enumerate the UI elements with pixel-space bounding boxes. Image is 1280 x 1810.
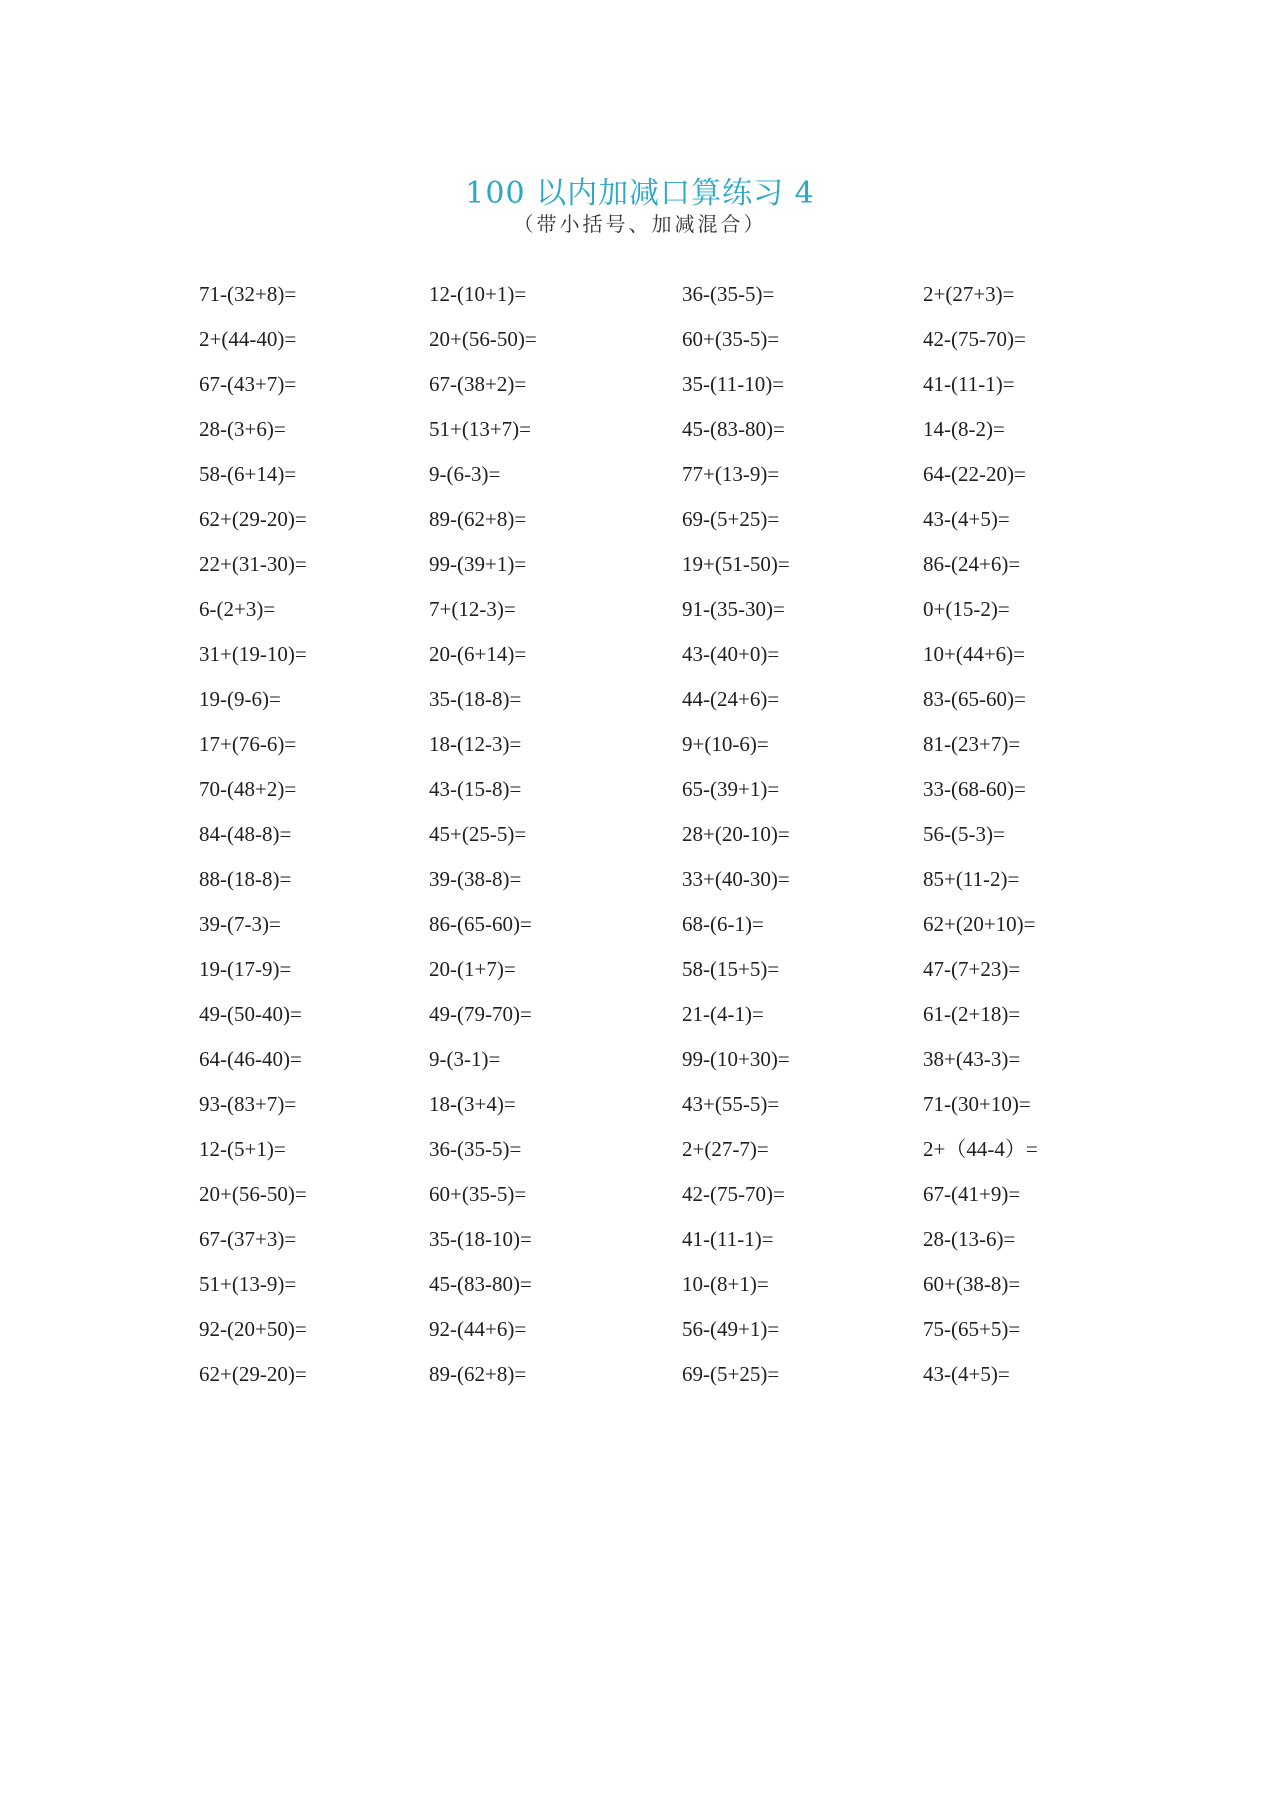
math-problem-r3-c2: 67-(38+2)= [429,372,527,396]
math-problem-r12-c2: 43-(15-8)= [429,777,522,801]
math-problem-r19-c4: 71-(30+10)= [923,1092,1031,1116]
math-problem-r18-c4: 38+(43-3)= [923,1047,1021,1071]
math-problem-r13-c2: 45+(25-5)= [429,822,527,846]
math-problem-r2-c2: 20+(56-50)= [429,327,537,351]
math-problem-r12-c4: 33-(68-60)= [923,777,1026,801]
math-problem-r11-c1: 17+(76-6)= [199,732,297,756]
math-problem-r13-c4: 56-(5-3)= [923,822,1005,846]
math-problem-r11-c3: 9+(10-6)= [682,732,769,756]
math-problem-r11-c4: 81-(23+7)= [923,732,1021,756]
math-problem-r16-c4: 47-(7+23)= [923,957,1021,981]
math-problem-r10-c1: 19-(9-6)= [199,687,281,711]
math-problem-r15-c1: 39-(7-3)= [199,912,281,936]
math-problem-r22-c4: 28-(13-6)= [923,1227,1016,1251]
problem-grid [199,279,1099,1404]
page-subtitle: （带小括号、加减混合） [513,212,767,236]
math-problem-r16-c3: 58-(15+5)= [682,957,780,981]
math-problem-r7-c4: 86-(24+6)= [923,552,1021,576]
math-problem-r3-c1: 67-(43+7)= [199,372,297,396]
math-problem-r8-c3: 91-(35-30)= [682,597,785,621]
math-problem-r22-c1: 67-(37+3)= [199,1227,297,1251]
math-problem-r6-c1: 62+(29-20)= [199,507,307,531]
math-problem-r11-c2: 18-(12-3)= [429,732,522,756]
math-problem-r4-c1: 28-(3+6)= [199,417,286,441]
math-problem-r6-c4: 43-(4+5)= [923,507,1010,531]
math-problem-r23-c3: 10-(8+1)= [682,1272,769,1296]
math-problem-r25-c3: 69-(5+25)= [682,1362,780,1386]
math-problem-r7-c2: 99-(39+1)= [429,552,527,576]
math-problem-r17-c2: 49-(79-70)= [429,1002,532,1026]
math-problem-r1-c1: 71-(32+8)= [199,282,297,306]
math-problem-r24-c1: 92-(20+50)= [199,1317,307,1341]
math-problem-r16-c2: 20-(1+7)= [429,957,516,981]
math-problem-r2-c1: 2+(44-40)= [199,327,297,351]
math-problem-r24-c4: 75-(65+5)= [923,1317,1021,1341]
math-problem-r14-c4: 85+(11-2)= [923,867,1020,891]
math-problem-r13-c1: 84-(48-8)= [199,822,292,846]
math-problem-r23-c4: 60+(38-8)= [923,1272,1021,1296]
math-problem-r17-c3: 21-(4-1)= [682,1002,764,1026]
math-problem-r4-c3: 45-(83-80)= [682,417,785,441]
math-problem-r15-c2: 86-(65-60)= [429,912,532,936]
math-problem-r8-c1: 6-(2+3)= [199,597,276,621]
math-problem-r5-c3: 77+(13-9)= [682,462,780,486]
math-problem-r23-c1: 51+(13-9)= [199,1272,297,1296]
math-problem-r4-c4: 14-(8-2)= [923,417,1005,441]
math-problem-r24-c3: 56-(49+1)= [682,1317,780,1341]
math-problem-r20-c2: 36-(35-5)= [429,1137,522,1161]
math-problem-r2-c3: 60+(35-5)= [682,327,780,351]
math-problem-r19-c2: 18-(3+4)= [429,1092,516,1116]
math-problem-r25-c2: 89-(62+8)= [429,1362,527,1386]
math-problem-r14-c1: 88-(18-8)= [199,867,292,891]
math-problem-r14-c2: 39-(38-8)= [429,867,522,891]
math-problem-r10-c2: 35-(18-8)= [429,687,522,711]
math-problem-r21-c1: 20+(56-50)= [199,1182,307,1206]
math-problem-r9-c1: 31+(19-10)= [199,642,307,666]
math-problem-r18-c1: 64-(46-40)= [199,1047,302,1071]
math-problem-r22-c2: 35-(18-10)= [429,1227,532,1251]
math-problem-r18-c3: 99-(10+30)= [682,1047,790,1071]
math-problem-r21-c2: 60+(35-5)= [429,1182,527,1206]
math-problem-r17-c4: 61-(2+18)= [923,1002,1021,1026]
math-problem-r7-c3: 19+(51-50)= [682,552,790,576]
math-problem-r8-c4: 0+(15-2)= [923,597,1010,621]
math-problem-r1-c3: 36-(35-5)= [682,282,775,306]
math-problem-r19-c1: 93-(83+7)= [199,1092,297,1116]
math-problem-r20-c3: 2+(27-7)= [682,1137,769,1161]
math-problem-r5-c2: 9-(6-3)= [429,462,501,486]
page-title: 100 以内加减口算练习 4 [465,176,815,211]
math-problem-r8-c2: 7+(12-3)= [429,597,516,621]
math-problem-r9-c4: 10+(44+6)= [923,642,1026,666]
math-problem-r4-c2: 51+(13+7)= [429,417,532,441]
math-problem-r10-c3: 44-(24+6)= [682,687,780,711]
math-problem-r1-c2: 12-(10+1)= [429,282,527,306]
math-problem-r15-c4: 62+(20+10)= [923,912,1036,936]
math-problem-r6-c3: 69-(5+25)= [682,507,780,531]
math-problem-r2-c4: 42-(75-70)= [923,327,1026,351]
math-problem-r22-c3: 41-(11-1)= [682,1227,774,1251]
math-problem-r24-c2: 92-(44+6)= [429,1317,527,1341]
math-problem-r18-c2: 9-(3-1)= [429,1047,501,1071]
math-problem-r13-c3: 28+(20-10)= [682,822,790,846]
math-problem-r20-c1: 12-(5+1)= [199,1137,286,1161]
math-problem-r6-c2: 89-(62+8)= [429,507,527,531]
math-problem-r25-c4: 43-(4+5)= [923,1362,1010,1386]
math-problem-r10-c4: 83-(65-60)= [923,687,1026,711]
math-problem-r15-c3: 68-(6-1)= [682,912,764,936]
math-problem-r23-c2: 45-(83-80)= [429,1272,532,1296]
math-problem-r5-c1: 58-(6+14)= [199,462,297,486]
math-problem-r21-c3: 42-(75-70)= [682,1182,785,1206]
math-problem-r14-c3: 33+(40-30)= [682,867,790,891]
math-problem-r20-c4: 2+（44-4）= [923,1137,1038,1161]
math-problem-r5-c4: 64-(22-20)= [923,462,1026,486]
math-problem-r16-c1: 19-(17-9)= [199,957,292,981]
math-problem-r25-c1: 62+(29-20)= [199,1362,307,1386]
math-problem-r21-c4: 67-(41+9)= [923,1182,1021,1206]
math-problem-r7-c1: 22+(31-30)= [199,552,307,576]
math-problem-r9-c2: 20-(6+14)= [429,642,527,666]
math-problem-r12-c1: 70-(48+2)= [199,777,297,801]
math-problem-r3-c3: 35-(11-10)= [682,372,785,396]
math-problem-r9-c3: 43-(40+0)= [682,642,780,666]
math-problem-r3-c4: 41-(11-1)= [923,372,1015,396]
math-problem-r1-c4: 2+(27+3)= [923,282,1015,306]
math-problem-r17-c1: 49-(50-40)= [199,1002,302,1026]
math-problem-r12-c3: 65-(39+1)= [682,777,780,801]
math-problem-r19-c3: 43+(55-5)= [682,1092,780,1116]
